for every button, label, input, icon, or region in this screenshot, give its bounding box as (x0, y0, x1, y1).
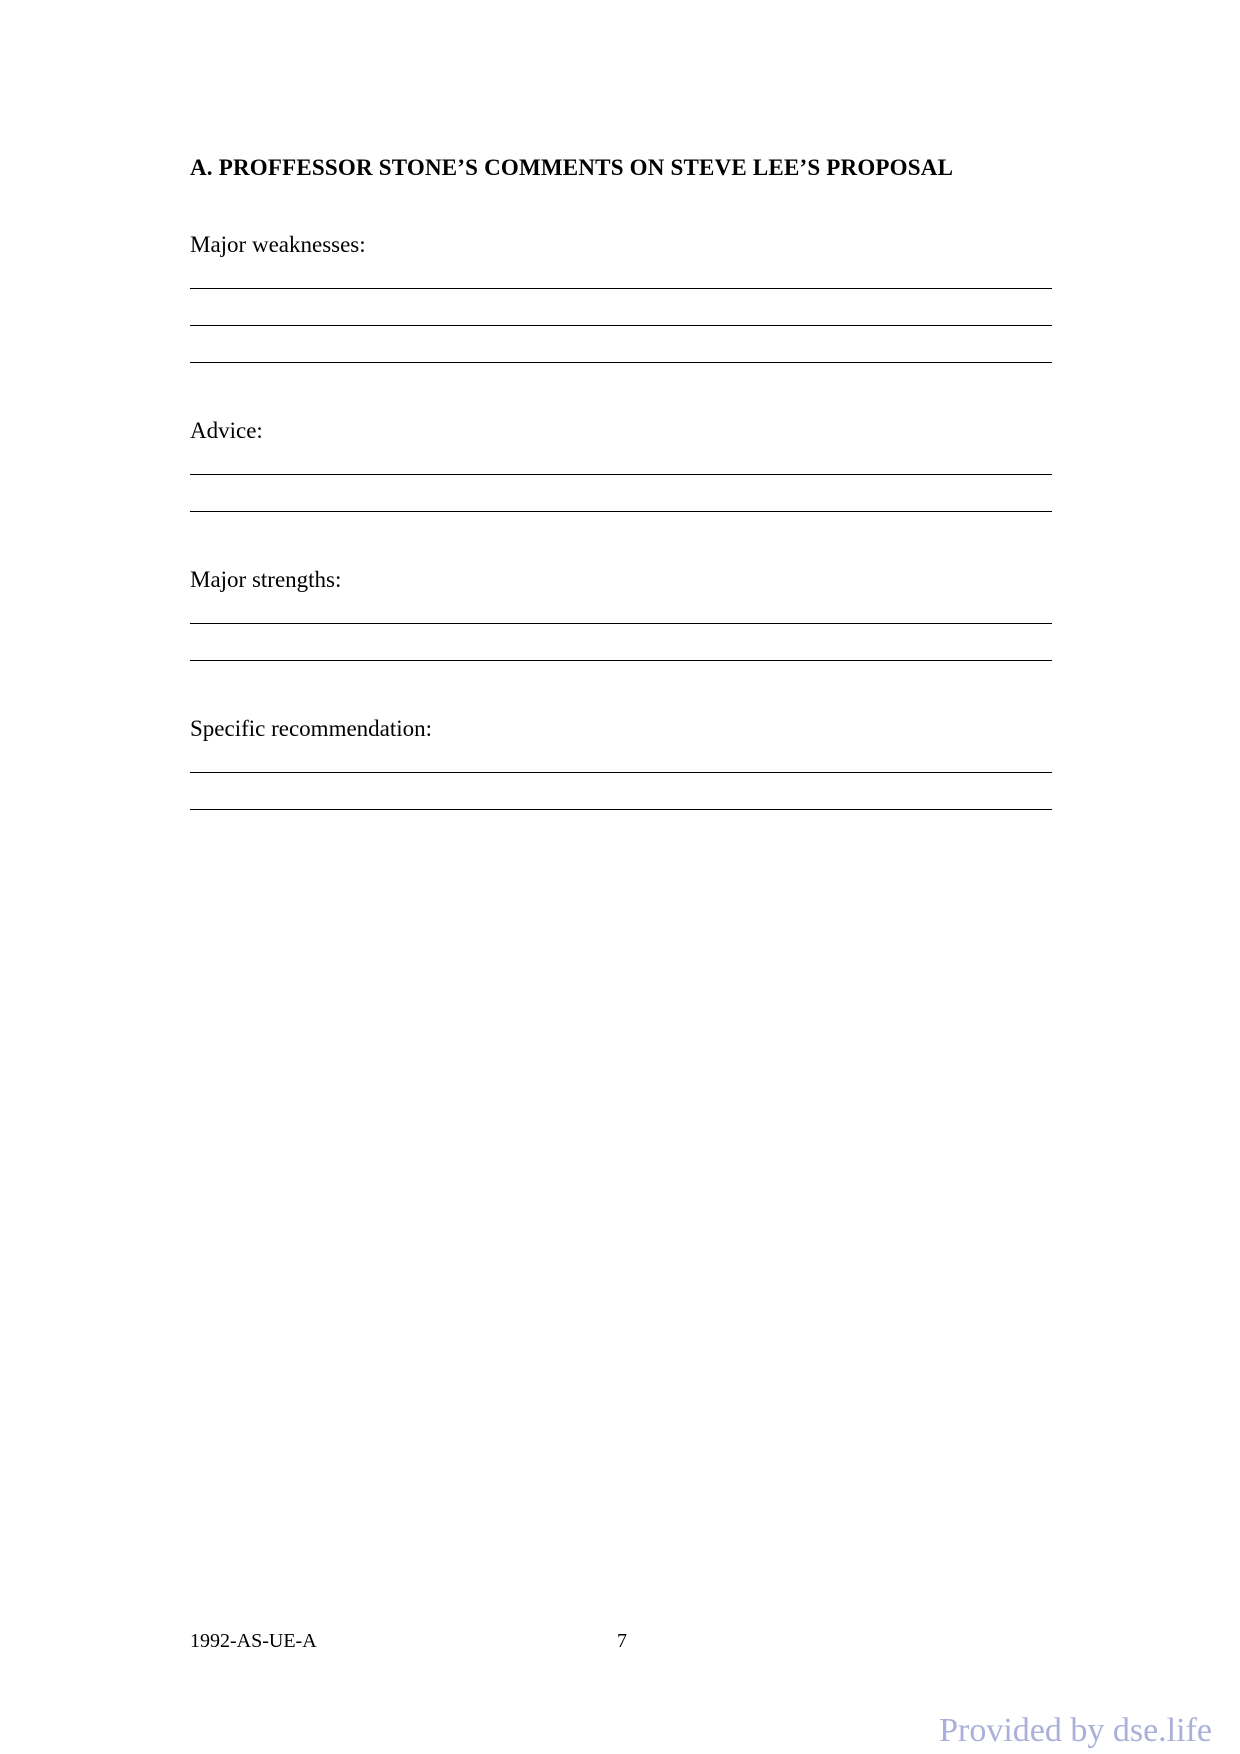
paper-code: 1992-AS-UE-A (190, 1630, 317, 1652)
major-weaknesses-label: Major weaknesses: (190, 232, 366, 257)
specific-recommendation-answer-line[interactable] (190, 809, 1052, 810)
page-number: 7 (617, 1630, 627, 1652)
major-strengths-answer-line[interactable] (190, 623, 1052, 624)
major-weaknesses-answer-line[interactable] (190, 362, 1052, 363)
watermark: Provided by dse.life (939, 1712, 1212, 1749)
major-weaknesses-answer-line[interactable] (190, 325, 1052, 326)
specific-recommendation-label: Specific recommendation: (190, 716, 433, 741)
specific-recommendation-answer-line[interactable] (190, 772, 1052, 773)
section-title: A. PROFFESSOR STONE’S COMMENTS ON STEVE LEE’S PROPOSAL (190, 155, 954, 180)
major-strengths-answer-line[interactable] (190, 660, 1052, 661)
advice-answer-line[interactable] (190, 511, 1052, 512)
advice-label: Advice: (190, 418, 263, 443)
advice-answer-line[interactable] (190, 474, 1052, 475)
major-weaknesses-answer-line[interactable] (190, 288, 1052, 289)
major-strengths-label: Major strengths: (190, 567, 342, 592)
